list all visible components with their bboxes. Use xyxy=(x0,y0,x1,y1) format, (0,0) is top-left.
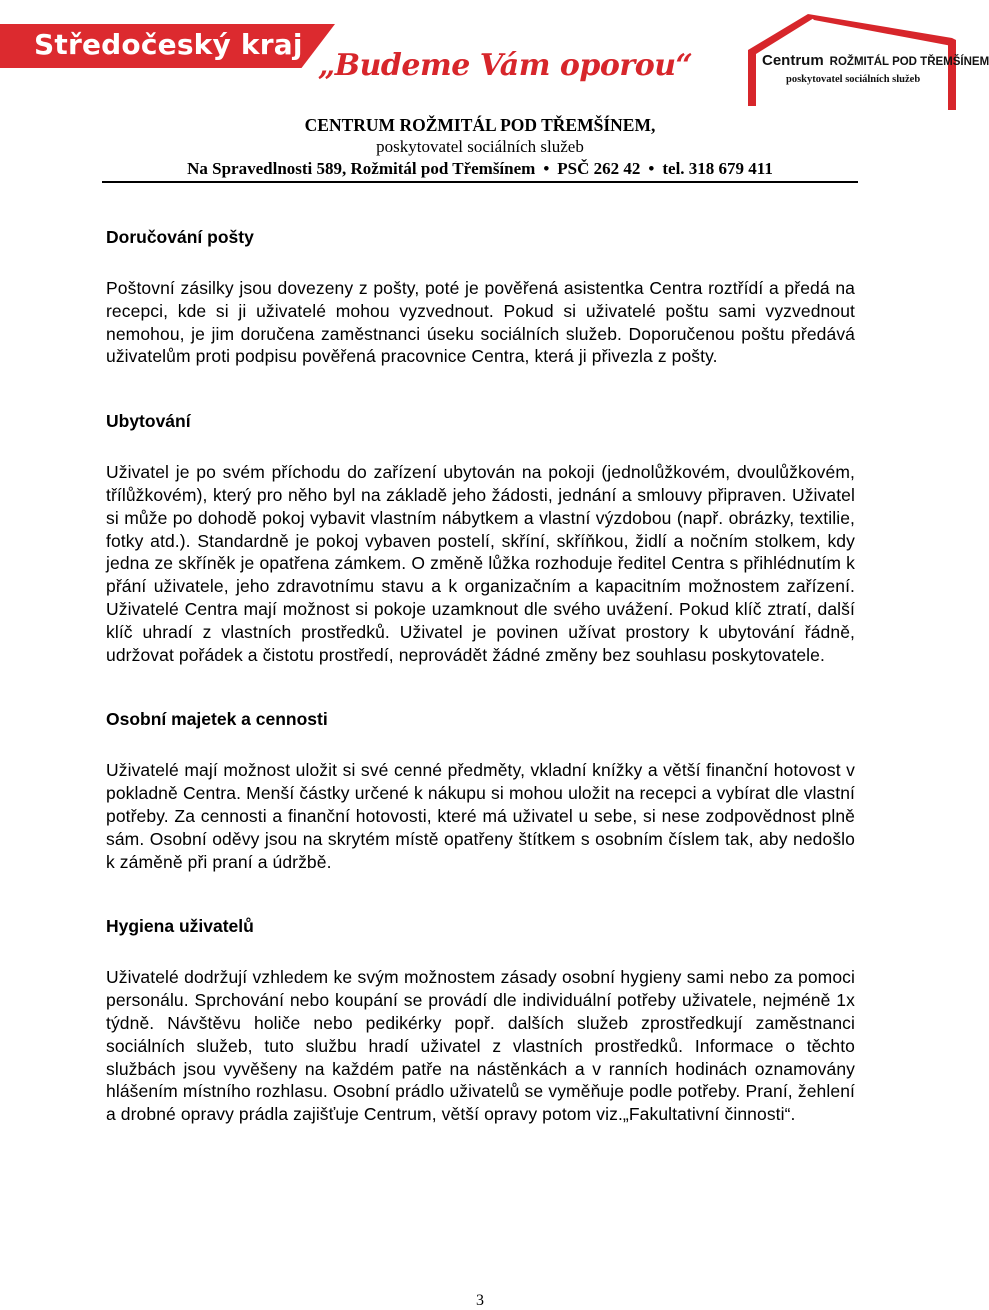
section-paragraph: Uživatelé mají možnost uložit si své cenné předměty, vkladní knížky a větší finanční hotovost v pokladně Centra. Menší částky určené k nákupu si mohou uložit na recepci a vybírat dle vlastní potřeby. Za cennosti a finanční hotovosti, které má uživatel u sebe, si nese zodpovědnost plně sám. Osobní oděvy jsou na skrytém místě opatřeny štítkem s osobním číslem tak, aby nedošlo k záměně při praní a údržbě. xyxy=(106,760,855,872)
slogan: „Budeme Vám oporou“ xyxy=(318,48,693,83)
organization-subtitle: poskytovatel sociálních služeb xyxy=(376,137,584,156)
logo-town: ROŽMITÁL POD TŘEMŠÍNEM xyxy=(829,56,989,68)
region-name: Středočeský kraj xyxy=(34,28,303,61)
section-paragraph: Uživatelé dodržují vzhledem ke svým možnostem zásady osobní hygieny sami nebo za pomoci personálu. Sprchování nebo koupání se provádí dle individuální potřeby uživatele, nejméně 1x týdně. Návštěvu holiče nebo pedikérky popř. dalších služeb zprostředkují zaměstnanci sociálních služeb, tuto službu hradí uživatel z vlastních prostředků. Informace o těchto službách jsou vyvěšeny na každém patře na nástěnkách a v ranních hodinách oznamovány hlášením místního rozhlasu. Osobní prádlo uživatelů se vyměňuje podle potřeby. Praní, žehlení a drobné opravy prádla zajišťuje Centrum, větší opravy potom viz.„Fakultativní činnosti“. xyxy=(106,967,855,1125)
document-body xyxy=(106,226,855,1126)
logo-subtitle: poskytovatel sociálních služeb xyxy=(786,74,921,85)
section-accommodation xyxy=(106,410,855,666)
contact-line xyxy=(102,159,858,179)
section-heading: Ubytování xyxy=(106,411,191,432)
organization-name: CENTRUM ROŽMITÁL POD TŘEMŠÍNEM, xyxy=(304,115,656,135)
section-heading: Doručování pošty xyxy=(106,227,254,247)
bullet-separator: • xyxy=(543,159,550,178)
section-hygiene xyxy=(106,915,855,1126)
logo-centrum: Centrum xyxy=(762,52,824,69)
postal-code: PSČ 262 42 xyxy=(557,159,641,178)
section-mail-delivery xyxy=(106,226,855,368)
section-heading: Hygiena uživatelů xyxy=(106,916,254,937)
logo-title xyxy=(762,52,989,69)
page-number: 3 xyxy=(476,1292,484,1309)
section-personal-property xyxy=(106,708,855,873)
bullet-separator: • xyxy=(648,159,655,178)
section-heading: Osobní majetek a cennosti xyxy=(106,709,328,730)
header-rule xyxy=(102,181,858,183)
centrum-logo xyxy=(746,6,989,110)
section-paragraph: Uživatel je po svém příchodu do zařízení ubytován na pokoji (jednolůžkovém, dvoulůžkovém, třílůžkovém), který pro něho byl na základě jeho žádosti, jednání a smlouvy připraven. Uživatel si může po dohodě pokoj vybavit vlastním nábytkem a vlastní výzdobou (např. obrázky, textilie, fotky atd.). Standardně je pokoj vybaven postelí, skříní, skříňkou, židlí a nočním stolkem, kdy jedna ze skříněk je opatřena zámkem. O změně lůžka rozhoduje ředitel Centra s přihlédnutím k přání uživatele, jeho zdravotnímu stavu a k organizačním a kapacitním možnostem zařízení. Uživatelé Centra mají možnost si pokoje uzamknout dle svého uvážení. Pokud klíč ztratí, další klíč uhradí z vlastních prostředků. Uživatel je povinen užívat prostory k ubytování řádně, udržovat pořádek a čistotu prostředí, neprovádět žádné změny bez souhlasu poskytovatele. xyxy=(106,462,855,665)
phone: tel. 318 679 411 xyxy=(662,159,773,178)
section-paragraph: Poštovní zásilky jsou dovezeny z pošty, poté je pověřená asistentka Centra roztřídí a předá na recepci, kde si ji uživatelé mohou vyzvednout. Pokud si uživatelé poštu sami vyzvednout nemohou, je jim doručena zaměstnanci úseku sociálních služeb. Doporučenou poštu předává uživatelům proti podpisu pověřená pracovnice Centra, která ji přivezla z pošty. xyxy=(106,278,855,367)
address: Na Spravedlnosti 589, Rožmitál pod Třemšínem xyxy=(187,159,536,178)
